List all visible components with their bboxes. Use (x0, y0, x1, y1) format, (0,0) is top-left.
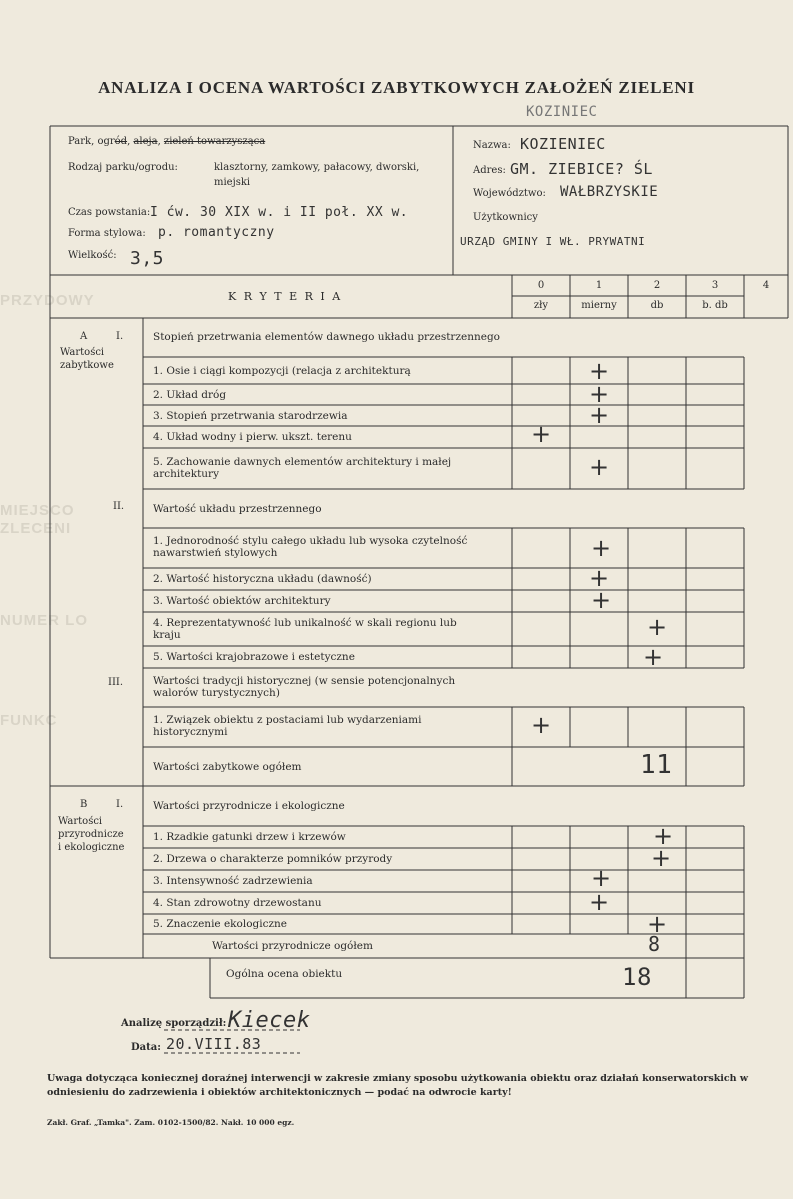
czas-value: I ćw. 30 XIX w. i II poł. XX w. (150, 205, 409, 220)
criterion-a2-2: 2. Wartość historyczna układu (dawność) (153, 573, 372, 585)
group-b1-title: Wartości przyrodnicze i ekologiczne (153, 800, 345, 812)
criterion-b1-4: 4. Stan zdrowotny drzewostanu (153, 897, 322, 909)
data-value: 20.VIII.83 (166, 1035, 262, 1053)
mark-a1-5: + (588, 453, 610, 481)
nazwa-label: Nazwa: (473, 140, 511, 151)
score-1-num: 1 (595, 280, 603, 291)
nazwa-value: KOZIENIEC (520, 135, 606, 153)
bleed-text: FUNKC (0, 712, 58, 729)
analiza-signature: Kiecek (228, 1008, 311, 1033)
bleed-text: NUMER LO (0, 612, 88, 629)
mark-a1-1: + (588, 357, 610, 385)
criterion-b1-5: 5. Znaczenie ekologiczne (153, 918, 288, 930)
section-b-name: Wartości przyrodnicze i ekologiczne (58, 816, 125, 853)
mark-a1-3: + (588, 401, 610, 429)
mark-a2-3: + (590, 586, 612, 614)
criterion-b1-2: 2. Drzewa o charakterze pomników przyrody (153, 853, 393, 865)
overall-value: 18 (622, 963, 652, 991)
mark-a2-4: + (646, 613, 668, 641)
score-0-label: zły (533, 300, 549, 311)
section-a-roman-ii: II. (113, 501, 125, 512)
score-4-num: 4 (762, 280, 770, 291)
section-a-name: Wartości zabytkowe (60, 347, 114, 371)
forma-label: Forma stylowa: (68, 228, 146, 239)
criterion-a1-2: 2. Układ dróg (153, 389, 227, 401)
wojewodztwo-value: WAŁBRZYSKIE (560, 184, 659, 200)
criterion-a1-4: 4. Układ wodny i pierw. ukszt. terenu (153, 431, 352, 443)
bleed-text: ZLECENI (0, 520, 72, 537)
page-title: ANALIZA I OCENA WARTOŚCI ZABYTKOWYCH ZAŁOŻEŃ ZIELENI (98, 78, 695, 97)
kryteria-header: K R Y T E R I A (228, 290, 343, 303)
bleed-text: PRZYDOWY (0, 292, 95, 309)
section-b-letter: B (80, 799, 88, 810)
score-3-num: 3 (711, 280, 719, 291)
criterion-a1-5: 5. Zachowanie dawnych elementów architektury i małej architektury (153, 456, 452, 480)
criterion-a2-1: 1. Jednorodność stylu całego układu lub wysoka czytelność nawarstwień stylowych (153, 535, 468, 559)
score-3-label: b. db (702, 300, 728, 311)
mark-a2-5: + (642, 643, 664, 671)
analiza-label: Analizę sporządził: (121, 1018, 227, 1029)
criterion-a2-5: 5. Wartości krajobrazowe i estetyczne (153, 651, 355, 663)
section-b-total-label: Wartości przyrodnicze ogółem (212, 940, 373, 952)
section-a-roman-iii: III. (108, 677, 124, 688)
footer-note: Uwaga dotycząca koniecznej doraźnej interwencji w zakresie zmiany sposobu użytkowania obiektu oraz działań konserwatorskich w odniesieniu do zadrzewienia i obiektów architektonicznych — podać na odwrocie karty! (47, 1073, 749, 1098)
score-1-label: mierny (581, 300, 617, 311)
criterion-a1-3: 3. Stopień przetrwania starodrzewia (153, 410, 348, 422)
handwritten-top-note: KOZINIEC (526, 104, 598, 120)
criterion-a2-3: 3. Wartość obiektów architektury (153, 595, 331, 607)
rodzaj-label: Rodzaj parku/ogrodu: (68, 162, 178, 173)
score-2-num: 2 (653, 280, 661, 291)
criterion-a2-4: 4. Reprezentatywność lub unikalność w skali regionu lub kraju (153, 617, 457, 641)
data-label: Data: (131, 1042, 161, 1053)
score-0-num: 0 (537, 280, 545, 291)
wojewodztwo-label: Województwo: (473, 188, 546, 199)
criterion-a1-1: 1. Osie i ciągi kompozycji (relacja z architekturą (153, 365, 411, 377)
section-a-roman-i: I. (116, 331, 124, 342)
rodzaj-options-2: miejski (214, 177, 251, 188)
park-type-line: Park, ogród, aleja, zieleń towarzysząca (68, 136, 266, 147)
wielkosc-value: 3,5 (130, 248, 165, 269)
mark-b1-3: + (590, 864, 612, 892)
mark-a1-2: + (588, 380, 610, 408)
section-b-total-value: 8 (648, 932, 661, 956)
mark-b1-1: + (652, 822, 674, 850)
mark-b1-2: + (650, 844, 672, 872)
bleed-text: MIEJSCO (0, 502, 75, 519)
forma-value: p. romantyczny (158, 225, 275, 240)
uzytkownicy-label: Użytkownicy (473, 212, 538, 223)
mark-a3-1: + (530, 711, 552, 739)
czas-label: Czas powstania: (68, 207, 151, 218)
adres-label: Adres: (473, 165, 506, 176)
mark-b1-4: + (588, 888, 610, 916)
group-a3-title: Wartości tradycji historycznej (w sensie potencjonalnych walorów turystycznych) (153, 675, 456, 699)
group-a1-title: Stopień przetrwania elementów dawnego układu przestrzennego (153, 331, 500, 343)
rodzaj-options: klasztorny, zamkowy, pałacowy, dworski, (214, 162, 420, 173)
criterion-a3-1: 1. Związek obiektu z postaciami lub wydarzeniami historycznymi (153, 714, 422, 738)
mark-a2-2: + (588, 564, 610, 592)
section-a-total-label: Wartości zabytkowe ogółem (153, 761, 302, 773)
criterion-b1-3: 3. Intensywność zadrzewienia (153, 875, 313, 887)
overall-label: Ogólna ocena obiektu (226, 968, 343, 980)
score-2-label: db (650, 300, 664, 311)
wielkosc-label: Wielkość: (68, 250, 117, 261)
criterion-b1-1: 1. Rzadkie gatunki drzew i krzewów (153, 831, 346, 843)
group-a2-title: Wartość układu przestrzennego (153, 503, 322, 515)
print-info: Zakł. Graf. „Tamka". Zam. 0102-1500/82. Nakł. 10 000 egz. (47, 1118, 295, 1127)
section-a-total-value: 11 (640, 750, 673, 780)
section-a-letter: A (80, 331, 88, 342)
mark-a1-4: + (530, 420, 552, 448)
section-b-roman-i: I. (116, 799, 124, 810)
adres-value: GM. ZIEBICE? ŚL (510, 160, 653, 178)
mark-b1-5: + (646, 910, 668, 938)
uzytkownicy-value: URZĄD GMINY I WŁ. PRYWATNI (460, 235, 646, 248)
mark-a2-1: + (590, 534, 612, 562)
